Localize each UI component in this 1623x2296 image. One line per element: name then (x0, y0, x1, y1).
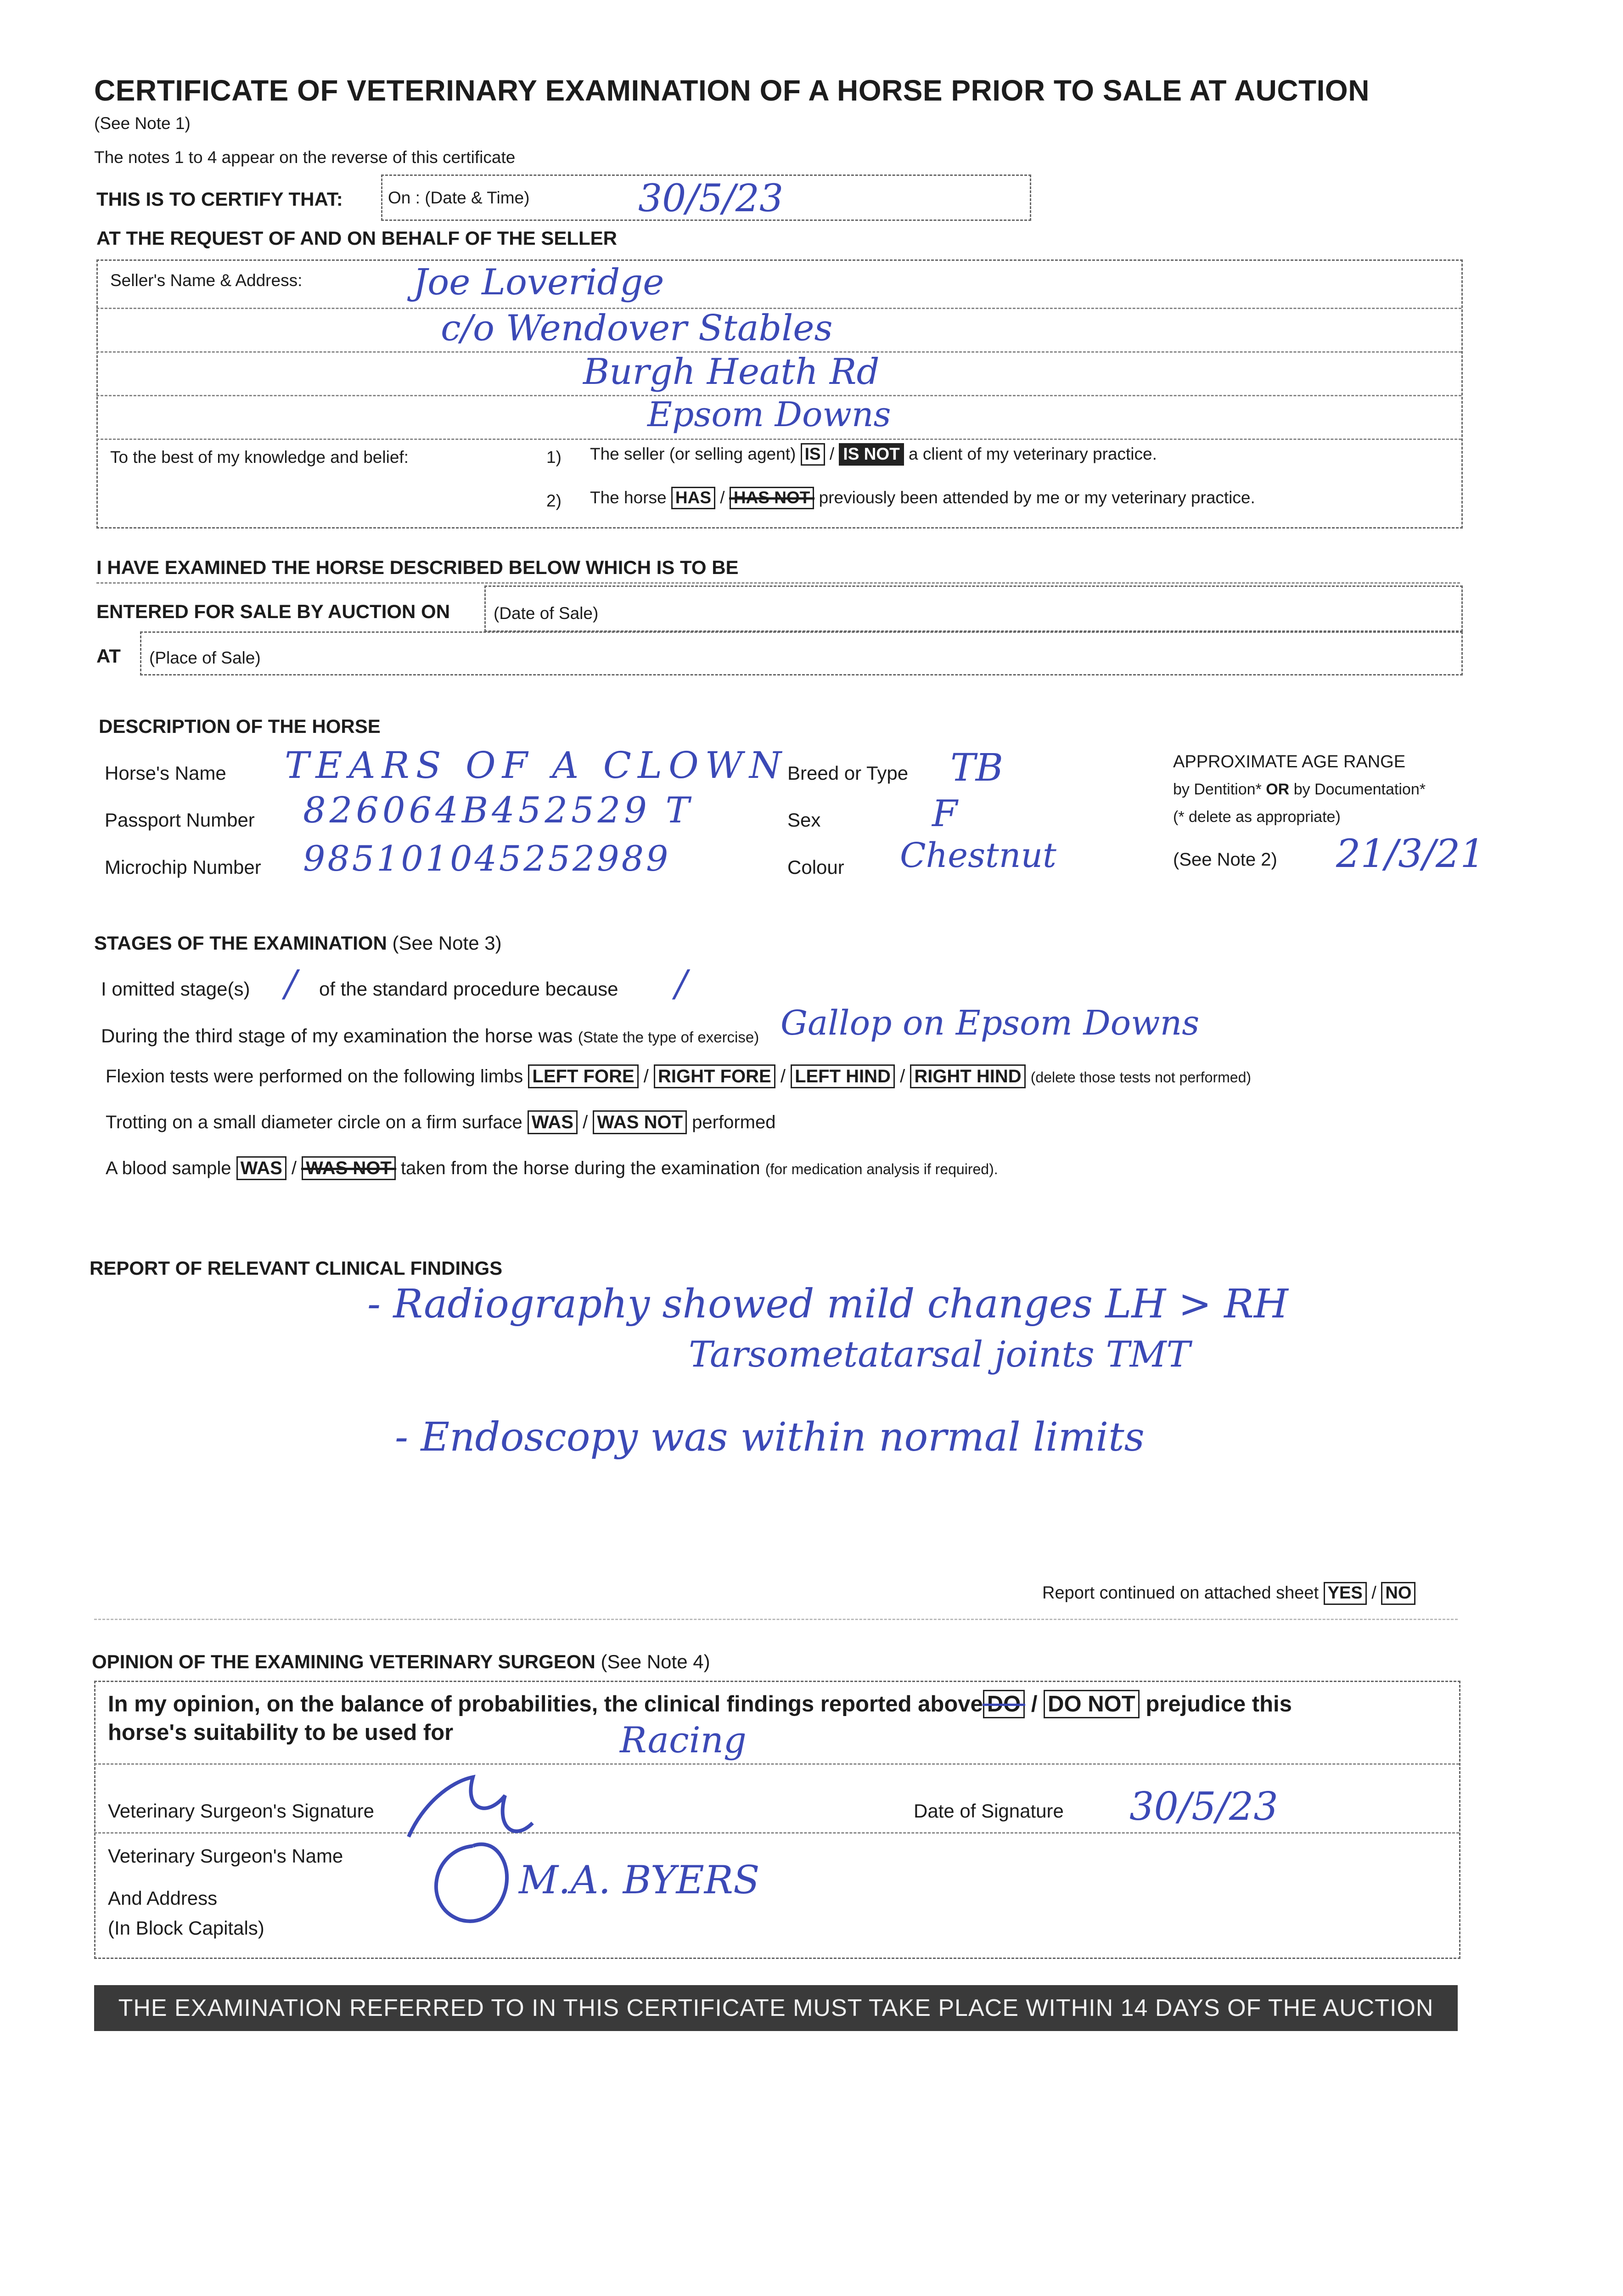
option-is[interactable]: IS (801, 443, 825, 466)
flexion-row (106, 1064, 1251, 1088)
certify-date-label: On : (Date & Time) (388, 188, 530, 207)
blood-note: (for medication analysis if required). (765, 1161, 998, 1177)
vet-address-label: And Address (108, 1887, 218, 1909)
report-line-1: - Radiography showed mild changes LH > RH (367, 1281, 1288, 1327)
blood-was-not[interactable]: WAS NOT (302, 1156, 396, 1180)
knowledge-item1 (590, 443, 1157, 466)
trot-was[interactable]: WAS (528, 1110, 578, 1134)
knowledge-item2-post: previously been attended by me or my veterinary practice. (819, 488, 1255, 507)
vet-name-label: Veterinary Surgeon's Name (108, 1845, 343, 1867)
signature-mark (395, 1768, 588, 1933)
blood-row (106, 1156, 998, 1180)
third-stage-pre: During the third stage of my examination the horse was (101, 1025, 573, 1047)
age-or: OR (1266, 781, 1290, 798)
omitted-value: / (285, 962, 297, 1005)
flexion-sep-3: / (900, 1066, 905, 1086)
flexion-right-fore[interactable]: RIGHT FORE (654, 1064, 775, 1088)
trot-post: performed (692, 1112, 776, 1132)
omitted-pre: I omitted stage(s) (101, 978, 250, 1000)
age-method (1173, 781, 1426, 799)
report-line-2: Tarsometatarsal joints TMT (689, 1334, 1191, 1375)
opinion-heading-note: (See Note 4) (601, 1651, 710, 1672)
age-title: APPROXIMATE AGE RANGE (1173, 752, 1406, 771)
signature-label: Veterinary Surgeon's Signature (108, 1800, 375, 1822)
examined-line-1: I HAVE EXAMINED THE HORSE DESCRIBED BELOW WHICH IS TO BE (96, 557, 739, 578)
trot-row (106, 1110, 775, 1134)
knowledge-item2-num: 2) (546, 491, 562, 510)
omitted-post: of the standard procedure because (319, 978, 618, 1000)
continued-sep: / (1371, 1583, 1376, 1603)
opinion-text-pre: In my opinion, on the balance of probabilities, the clinical findings reported above (108, 1692, 983, 1716)
certify-label: THIS IS TO CERTIFY THAT: (96, 188, 343, 210)
block-capitals-label: (In Block Capitals) (108, 1917, 264, 1939)
date-of-signature-label: Date of Signature (914, 1800, 1064, 1822)
opinion-do[interactable]: DO (983, 1690, 1025, 1718)
flexion-left-hind[interactable]: LEFT HIND (791, 1064, 895, 1088)
report-heading: REPORT OF RELEVANT CLINICAL FINDINGS (90, 1257, 503, 1279)
opinion-heading-row (92, 1651, 710, 1673)
opinion-text-line-2: horse's suitability to be used for (108, 1720, 454, 1745)
breed-value: TB (950, 746, 1003, 790)
breed-label: Breed or Type (787, 762, 909, 784)
date-of-signature-value: 30/5/23 (1129, 1784, 1278, 1829)
report-continued-label: Report continued on attached sheet (1042, 1583, 1319, 1603)
seller-address-line-2: c/o Wendover Stables (441, 308, 833, 349)
knowledge-item1-post: a client of my veterinary practice. (909, 445, 1157, 463)
age-by-dentition: by Dentition* (1173, 781, 1262, 798)
trot-was-not[interactable]: WAS NOT (593, 1110, 687, 1134)
option-is-not[interactable]: IS NOT (839, 443, 904, 466)
blood-pre: A blood sample (106, 1158, 231, 1178)
passport-value: 826064B452529 T (303, 790, 693, 831)
stages-heading-row (94, 932, 502, 954)
seller-name-label: Seller's Name & Address: (110, 271, 303, 290)
knowledge-label: To the best of my knowledge and belief: (110, 448, 409, 467)
description-heading: DESCRIPTION OF THE HORSE (99, 715, 381, 737)
knowledge-item2-sep: / (720, 488, 725, 507)
trot-pre: Trotting on a small diameter circle on a firm surface (106, 1112, 522, 1132)
date-of-sale-label: (Date of Sale) (494, 604, 599, 623)
colour-value: Chestnut (900, 836, 1056, 875)
knowledge-item2-pre: The horse (590, 488, 667, 507)
third-stage-row (101, 1025, 759, 1047)
date-of-sale-field[interactable] (484, 585, 1463, 632)
place-of-sale-field[interactable] (140, 631, 1463, 675)
option-has-not[interactable]: HAS NOT (730, 487, 814, 509)
continued-no[interactable]: NO (1381, 1582, 1415, 1605)
flexion-left-fore[interactable]: LEFT FORE (528, 1064, 638, 1088)
seller-address-line-1: Joe Loveridge (413, 262, 664, 303)
seller-address-line-4: Epsom Downs (647, 395, 891, 434)
opinion-use-value: Racing (620, 1720, 747, 1761)
third-stage-value: Gallop on Epsom Downs (781, 1003, 1200, 1043)
opinion-text-post: prejudice this (1146, 1692, 1292, 1716)
stages-heading-note: (See Note 3) (392, 932, 502, 954)
colour-label: Colour (787, 856, 844, 878)
certificate-title: CERTIFICATE OF VETERINARY EXAMINATION OF A HORSE PRIOR TO SALE AT AUCTION (94, 74, 1370, 107)
omitted-reason: / (675, 962, 687, 1005)
place-of-sale-label: (Place of Sale) (149, 648, 261, 667)
request-label: AT THE REQUEST OF AND ON BEHALF OF THE SELLER (96, 227, 617, 249)
seller-address-line-3: Burgh Heath Rd (583, 351, 880, 393)
opinion-do-not[interactable]: DO NOT (1044, 1690, 1140, 1718)
notes-intro: The notes 1 to 4 appear on the reverse of this certificate (94, 148, 516, 167)
blood-sep: / (291, 1158, 297, 1178)
opinion-heading: OPINION OF THE EXAMINING VETERINARY SURGEON (92, 1651, 595, 1672)
flexion-sep-2: / (780, 1066, 786, 1086)
microchip-label: Microchip Number (105, 856, 261, 878)
trot-sep: / (583, 1112, 588, 1132)
age-value: 21/3/21 (1336, 831, 1485, 876)
certify-date-value: 30/5/23 (638, 177, 784, 220)
third-stage-note: (State the type of exercise) (578, 1029, 759, 1046)
opinion-text-row (108, 1690, 1292, 1718)
age-delete-note: (* delete as appropriate) (1173, 808, 1341, 826)
opinion-sep: / (1031, 1692, 1038, 1716)
report-line-3: - Endoscopy was within normal limits (395, 1414, 1145, 1460)
sex-label: Sex (787, 809, 821, 831)
sex-value: F (932, 792, 958, 835)
microchip-value: 985101045252989 (303, 838, 671, 879)
flexion-pre: Flexion tests were performed on the following limbs (106, 1066, 523, 1086)
flexion-sep-1: / (643, 1066, 649, 1086)
vet-name-value: M.A. BYERS (519, 1857, 760, 1902)
at-label: AT (96, 645, 121, 667)
report-continued-row (1042, 1582, 1415, 1605)
age-by-documentation: by Documentation* (1293, 781, 1426, 798)
knowledge-item2 (590, 487, 1255, 509)
option-has[interactable]: HAS (671, 487, 715, 509)
passport-label: Passport Number (105, 809, 255, 831)
horse-name-label: Horse's Name (105, 762, 226, 784)
examined-line-2: ENTERED FOR SALE BY AUCTION ON (96, 601, 450, 622)
horse-name-value: TEARS OF A CLOWN (285, 744, 788, 787)
blood-was[interactable]: WAS (236, 1156, 286, 1180)
flexion-right-hind[interactable]: RIGHT HIND (910, 1064, 1025, 1088)
auction-notice-banner: THE EXAMINATION REFERRED TO IN THIS CERTIFICATE MUST TAKE PLACE WITHIN 14 DAYS OF THE AUCTION (94, 1985, 1458, 2031)
flexion-note: (delete those tests not performed) (1030, 1069, 1252, 1086)
see-note-1: (See Note 1) (94, 114, 191, 133)
knowledge-item1-sep: / (829, 445, 835, 463)
knowledge-item1-num: 1) (546, 448, 562, 467)
blood-post: taken from the horse during the examination (400, 1158, 760, 1178)
continued-yes[interactable]: YES (1324, 1582, 1367, 1605)
age-see-note: (See Note 2) (1173, 850, 1277, 870)
stages-heading: STAGES OF THE EXAMINATION (94, 932, 387, 954)
knowledge-item1-pre: The seller (or selling agent) (590, 445, 796, 463)
